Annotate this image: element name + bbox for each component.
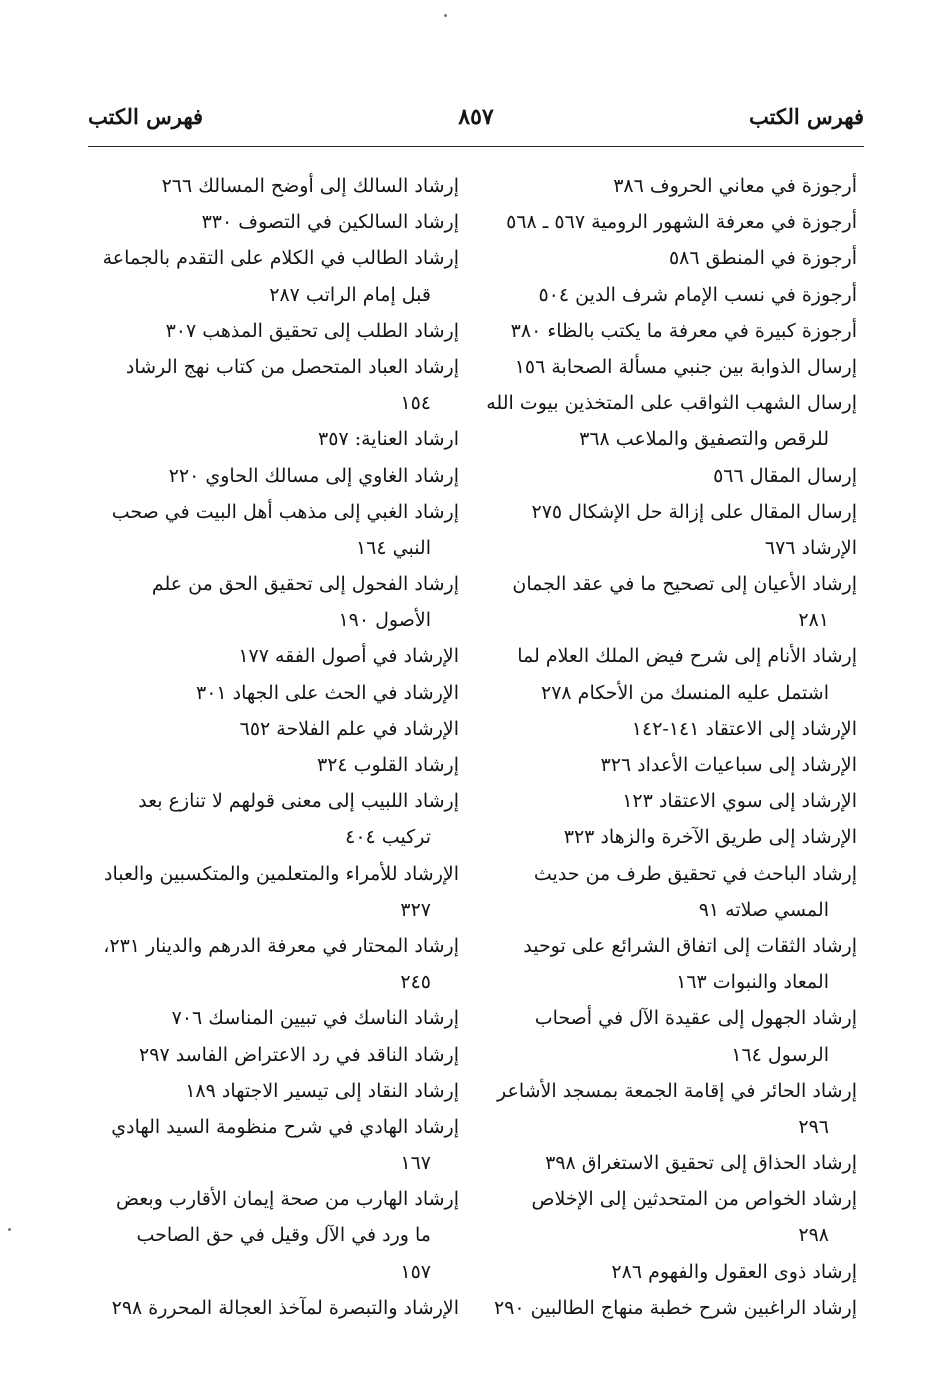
- index-entry: إرشاد الخواص من المتحدثين إلى الإخلاص: [531, 1188, 857, 1211]
- index-entry: إرسال الذوابة بين جنبي مسألة الصحابة ١٥٦: [514, 355, 857, 378]
- index-entry: أرجوزة كبيرة في معرفة ما يكتب بالظاء ٣٨٠: [510, 319, 857, 342]
- index-entry: إرشاد الباحث في تحقيق طرف من حديث: [533, 862, 857, 885]
- index-entry: إرشاد الناقد في رد الاعتراض الفاسد ٢٩٧: [139, 1043, 459, 1066]
- index-entry: إرسال المقال على إزالة حل الإشكال ٢٧٥: [531, 500, 857, 523]
- index-entry: الإرشاد إلى سباعيات الأعداد ٣٢٦: [600, 754, 857, 776]
- index-entry-continuation: المسي صلاته ٩١: [698, 898, 829, 921]
- index-entry: الإرشاد إلى الاعتقاد ١٤١-١٤٢: [631, 717, 857, 740]
- index-entry-continuation: قبل إمام الراتب ٢٨٧: [269, 283, 431, 306]
- header-rule: [88, 146, 864, 147]
- index-entry: إرشاد الأنام إلى شرح فيض الملك العلام لما: [517, 645, 857, 668]
- index-column-right: [485, 168, 857, 1326]
- index-entry: إرشاد الطالب في الكلام على التقدم بالجماعة: [102, 247, 459, 270]
- index-entry: الإرشاد إلى طريق الآخرة والزهاد ٣٢٣: [563, 826, 857, 849]
- index-entry: إرشاد الأعيان إلى تصحيح ما في عقد الجمان: [512, 573, 857, 596]
- index-entry-continuation: ما ورد في الآل وقيل في حق الصاحب: [136, 1224, 431, 1247]
- index-entry: الإرشاد في علم الفلاحة ٦٥٢: [239, 717, 459, 740]
- running-title-right: فهرس الكتب: [748, 104, 864, 129]
- index-entry-continuation: ١٥٧: [400, 1260, 431, 1283]
- index-entry-continuation: الأصول ١٩٠: [338, 609, 431, 632]
- index-entry: إرشاد الطلب إلى تحقيق المذهب ٣٠٧: [165, 319, 459, 342]
- index-entry-continuation: ٢٨١: [798, 609, 829, 632]
- index-entry: الإرشاد في أصول الفقه ١٧٧: [238, 645, 459, 668]
- index-entry-continuation: ١٥٤: [400, 392, 431, 415]
- index-entry: إرسال المقال ٥٦٦: [713, 464, 857, 487]
- index-entry: إرشاد الحائر في إقامة الجمعة بمسجد الأشاعر: [497, 1079, 857, 1102]
- index-entry: إرشاد السالك إلى أوضح المسالك ٢٦٦: [161, 175, 459, 197]
- index-entry: ارشاد العناية: ٣٥٧: [318, 428, 459, 451]
- page-header: [88, 104, 864, 144]
- scan-speck-left: [8, 1228, 11, 1231]
- running-title-left: فهرس الكتب: [88, 104, 204, 129]
- index-entry: إرشاد ذوى العقول والفهوم ٢٨٦: [611, 1260, 857, 1283]
- index-entry-continuation: للرقص والتصفيق والملاعب ٣٦٨: [579, 428, 829, 451]
- index-entry: إرشاد المحتار في معرفة الدرهم والدينار ٢٣١،: [103, 934, 459, 957]
- index-entry-continuation: ٢٤٥: [400, 971, 431, 994]
- index-entry: أرجوزة في نسب الإمام شرف الدين ٥٠٤: [538, 283, 857, 306]
- scan-speck-top: [444, 14, 447, 17]
- index-entry: إرشاد الجهول إلى عقيدة الآل في أصحاب: [534, 1007, 857, 1030]
- index-entry: إرشاد النقاد إلى تيسير الاجتهاد ١٨٩: [185, 1079, 459, 1102]
- index-entry: أرجوزة في معرفة الشهور الرومية ٥٦٧ ـ ٥٦٨: [506, 211, 857, 234]
- index-entry: إرشاد السالكين في التصوف ٣٣٠: [201, 211, 459, 234]
- index-entry-continuation: المعاد والنبوات ١٦٣: [676, 971, 829, 994]
- index-entry-continuation: تركيب ٤٠٤: [345, 826, 431, 849]
- index-entry-continuation: الرسول ١٦٤: [731, 1043, 829, 1066]
- index-entry: إرشاد الهارب من صحة إيمان الأقارب وبعض: [115, 1188, 459, 1211]
- index-entry: أرجوزة في معاني الحروف ٣٨٦: [613, 175, 857, 197]
- index-column-left: [87, 168, 459, 1326]
- index-entry: الإرشاد إلى سوي الاعتقاد ١٢٣: [622, 790, 857, 813]
- index-entry: إرسال الشهب الثواقب على المتخذين بيوت الله: [486, 392, 857, 415]
- index-entry-continuation: ١٦٧: [400, 1152, 431, 1175]
- index-entry: إرشاد الهادي في شرح منظومة السيد الهادي: [111, 1115, 459, 1138]
- index-entry: الإرشاد ٦٧٦: [764, 536, 857, 559]
- index-entry: إرشاد الراغبين شرح خطبة منهاج الطالبين ٢٩٠: [494, 1296, 857, 1319]
- index-entry: إرشاد القلوب ٣٢٤: [317, 754, 459, 776]
- index-entry: الإرشاد للأمراء والمتعلمين والمتكسبين والعباد: [104, 862, 459, 885]
- index-entry: إرشاد الثقات إلى اتفاق الشرائع على توحيد: [523, 934, 857, 957]
- index-entry: أرجوزة في المنطق ٥٨٦: [668, 247, 857, 270]
- index-entry-continuation: ٣٢٧: [400, 898, 431, 921]
- index-entry: الإرشاد في الحث على الجهاد ٣٠١: [196, 681, 459, 704]
- index-entry-continuation: ٢٩٦: [798, 1115, 829, 1138]
- index-entry-continuation: اشتمل عليه المنسك من الأحكام ٢٧٨: [541, 681, 829, 704]
- index-entry: إرشاد الفحول إلى تحقيق الحق من علم: [151, 573, 459, 596]
- index-entry: إرشاد الغاوي إلى مسالك الحاوي ٢٢٠: [168, 464, 459, 487]
- page-number: ٨٥٧: [458, 104, 494, 130]
- index-entry: إرشاد العباد المتحصل من كتاب نهج الرشاد: [125, 355, 459, 378]
- index-entry: إرشاد الناسك في تبيين المناسك ٧٠٦: [171, 1007, 459, 1030]
- index-entry: الإرشاد والتبصرة لمآخذ العجالة المحررة ٢٩٨: [111, 1296, 459, 1319]
- index-entry: إرشاد الحذاق إلى تحقيق الاستغراق ٣٩٨: [545, 1152, 857, 1175]
- index-entry: إرشاد اللبيب إلى معنى قولهم لا تنازع بعد: [138, 790, 459, 813]
- index-entry-continuation: النبي ١٦٤: [355, 536, 431, 559]
- index-entry: إرشاد الغبي إلى مذهب أهل البيت في صحب: [111, 500, 459, 523]
- index-entry-continuation: ٢٩٨: [798, 1224, 829, 1247]
